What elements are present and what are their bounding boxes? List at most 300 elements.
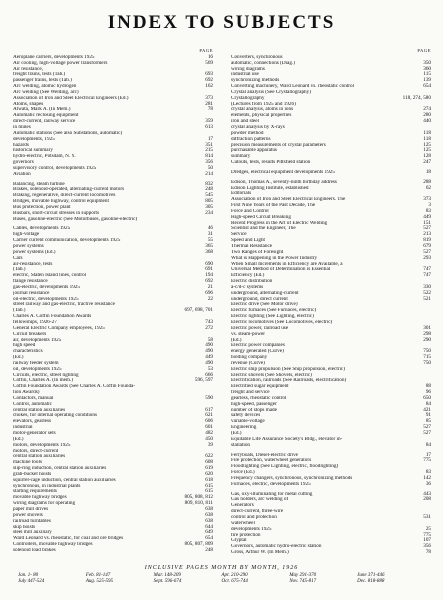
entry-subject: (Ed.) (13, 355, 24, 361)
entry-page: 359 (205, 118, 213, 125)
index-entry (231, 443, 431, 449)
entry-subject: Arc welding, atomic hydrogen (13, 84, 77, 90)
entry-page: 83 (425, 469, 431, 476)
entry-subject: solenoid load brakes (13, 547, 56, 553)
entry-subject: Electric lighting (See Lighting, electric) (231, 314, 314, 320)
entry-subject: (Tab.) (13, 308, 26, 314)
entry-page: 91 (425, 412, 431, 419)
entry-page: 85 (425, 418, 431, 425)
entry-page: 83 (425, 207, 431, 214)
entry-page: 125 (423, 141, 431, 148)
entry-page: 25 (425, 525, 431, 532)
entry-subject: characteristics (13, 349, 43, 355)
entry-subject: Electrification, railroads (See Railroads, electrification) (231, 378, 347, 384)
entry-subject: passenger trains, tests (Tab.) (13, 78, 72, 84)
entry-subject: squirrel-cage induction, central station auxiliaries (13, 477, 116, 483)
entry-subject: synchronous, in industrial plants (13, 483, 81, 489)
entry-subject: power shovels (13, 512, 43, 518)
entry-subject: motor-generator sets (13, 431, 56, 436)
column-page-label: PAGE (199, 48, 213, 53)
entry-page: 118 (423, 135, 431, 142)
month-range (289, 573, 357, 578)
entry-page: 118 (423, 129, 431, 136)
entry-subject: wiring diagrams for operating (13, 501, 76, 507)
month-pages: 818-888 (367, 579, 385, 584)
entry-page: 162 (205, 83, 213, 90)
entry-page: 450 (205, 435, 213, 442)
entry-subject: chokes, for internal operating conditions (13, 413, 97, 419)
entry-subject: Equitable Life Assurance Society's Bldg., elevator in- (231, 436, 343, 442)
entry-subject: Two Ranges of Foresight (231, 249, 284, 255)
entry-subject: Gas, oxy-illuminating for metal cutting (231, 491, 313, 497)
entry-subject: Arc welding (See Welding, arc) (13, 89, 79, 95)
entry-subject: Furnaces, electric, developments 1925 (231, 481, 311, 487)
entry-subject: direct-current, three-wire (231, 509, 284, 515)
entry-subject: Electric shovels (See Shovels, electric) (231, 372, 312, 378)
entry-subject: Association of Iron and Steel Electrical Engineers (Ed.) (13, 95, 129, 101)
entry-subject: a-c/d-c systems (231, 284, 264, 290)
entry-page: 213 (423, 231, 431, 238)
entry-subject: automatic, connections (Diag.) (231, 60, 295, 66)
entry-page: 490 (205, 348, 213, 355)
entry-page: 440 (423, 118, 431, 125)
entry-subject: historical summary (13, 148, 53, 154)
month-range (86, 573, 154, 578)
entry-subject: Service (231, 232, 247, 238)
entry-page: 280 (423, 112, 431, 119)
month-range (86, 579, 154, 584)
entry-subject: Ferryboats, Diesel-electric drive (231, 452, 298, 458)
entry-subject: railroad turntables (13, 518, 51, 524)
entry-subject: Atwata, Mark A. (In Mem.) (13, 107, 71, 113)
entry-subject: Generators (231, 503, 254, 509)
index-entry (231, 170, 431, 176)
entry-subject: steel mill auxiliary (13, 530, 52, 536)
entry-subject: Scientist and the Engineer, The (231, 226, 296, 232)
month-pages: 1- 80 (27, 573, 39, 578)
entry-page: 832 (205, 180, 213, 187)
entry-page: 248 (205, 546, 213, 553)
entry-page: 84 (425, 400, 431, 407)
entry-page: 590 (205, 394, 213, 401)
entry-page: 46 (207, 225, 213, 232)
entry-page: 50 (207, 164, 213, 171)
entry-page: 373 (423, 196, 431, 203)
entry-page: 819 (423, 237, 431, 244)
entry-subject: oil, developments 1925 (13, 366, 62, 372)
entry-page: 305 (205, 203, 213, 210)
entry-subject: When Small Increments in Efficiency are Available, a (231, 261, 343, 267)
entry-subject: Governors, automatic hydro-electric station (231, 544, 322, 550)
entry-page: 53 (207, 365, 213, 372)
entry-page: 750 (423, 348, 431, 355)
entry-page: 234 (205, 209, 213, 216)
month-range (18, 573, 86, 578)
entry-subject: electric, Staten Island lines, control (13, 273, 87, 279)
entry-subject: energy generated (Curve) (231, 349, 284, 355)
entry-subject: Electric locomotives (See Locomotives, electric) (231, 319, 333, 325)
entry-page: 490 (205, 342, 213, 349)
entry-subject: Force (Ed.) (231, 470, 255, 476)
entry-page: 449 (205, 354, 213, 361)
entry-page: 301 (423, 324, 431, 331)
entry-subject: in mines (13, 124, 31, 130)
entry-subject: Control, automatic (13, 401, 52, 407)
entry-page: 142 (423, 474, 431, 481)
entry-page: 638 (205, 505, 213, 512)
entry-page: 750 (423, 359, 431, 366)
entry-subject: revenue (Curve) (231, 360, 265, 366)
entry-page: 298 (423, 330, 431, 337)
entry-subject: Charles A. Coffin Foundation Awards (13, 314, 92, 320)
entry-page: 805, 808, 812 (184, 494, 213, 501)
month-range (357, 573, 425, 578)
entry-subject: Ward Leonard vs. rheostatic, for coal and ore bridges (13, 536, 124, 542)
entry-page: 690 (205, 260, 213, 267)
entry-subject: number of stops made (231, 407, 277, 413)
entry-subject: hydro-electric, Potsdam, N. Y. (13, 154, 76, 160)
entry-page: 601 (205, 424, 213, 431)
entry-page: 18 (425, 168, 431, 175)
entry-page: 55 (207, 237, 213, 244)
entry-subject: direct-current, railway service (13, 119, 76, 125)
entry-subject: Force and Control (231, 208, 269, 214)
entry-page: 62 (425, 184, 431, 191)
entry-page: 208 (423, 496, 431, 503)
entry-page: 622 (205, 453, 213, 460)
entry-subject: machine tools (13, 460, 42, 466)
entry-subject: control and protection (231, 514, 277, 520)
entry-subject: Brakes, solenoid-operated, alternating-current motors (13, 187, 125, 193)
month-range (18, 579, 86, 584)
entry-page: 368 (205, 248, 213, 255)
entry-page: 128 (423, 153, 431, 160)
entry-subject: high-voltage (13, 232, 40, 238)
entry-subject: oil-electric, developments 1925 (13, 296, 79, 302)
entry-subject: grab-bucket hoists (13, 471, 52, 477)
entry-subject: street railway and gas-electric, tractive resistance (13, 302, 115, 308)
entry-page: 330 (423, 283, 431, 290)
entry-page: 194 (205, 272, 213, 279)
entry-subject: Circuit breakers (13, 331, 47, 337)
entry-subject: Cables, developments 1925 (13, 226, 71, 232)
footer-heading: INCLUSIVE PAGES MONTH BY MONTH, 1926 (144, 565, 299, 571)
entry-page: 118, 274, 580 (402, 94, 431, 101)
entry-subject: Frequency changers, synchronous, synchronizing methods (231, 475, 353, 481)
entry-subject: Association of Iron and Steel Electrical Engineers. The (231, 197, 346, 203)
entry-page: 443 (423, 490, 431, 497)
entry-subject: High-speed Circuit Breaking (231, 214, 291, 220)
month-pages: 596-674 (164, 579, 182, 584)
index-entry (13, 217, 213, 223)
entry-page: 281 (205, 100, 213, 107)
entry-subject: air-resistance, tests (13, 261, 53, 267)
entry-page: 608 (205, 459, 213, 466)
entry-subject: wiring diagrams (231, 66, 265, 72)
entry-subject: Electric furnaces (See Furnaces, electric) (231, 308, 317, 314)
month-range (222, 573, 290, 578)
entry-page: 775 (423, 531, 431, 538)
entry-subject: Edison Lighting Institute, established (231, 185, 309, 191)
entry-page: 274 (423, 106, 431, 113)
entry-subject: Edison, Thomas A., seventy-ninth birthday address (231, 179, 337, 185)
entry-subject: Gas holders, arc welding of (231, 497, 289, 503)
entry-subject: crystal analysis by X-rays (231, 124, 285, 130)
entry-page: 31 (207, 231, 213, 238)
entry-subject: Recent Progress in the Art of Electric Welding (231, 220, 328, 226)
entry-page: 613 (205, 123, 213, 130)
entry-page: 151 (423, 219, 431, 226)
month-name: June (357, 573, 367, 578)
entry-subject: Engineering (231, 425, 257, 431)
entry-page: 747 (423, 272, 431, 279)
entry-subject: power systems (13, 244, 44, 249)
entry-subject: air, developments 1925 (13, 337, 62, 343)
month-name: May (289, 573, 299, 578)
entry-page: 247 (423, 159, 431, 166)
month-range (289, 579, 357, 584)
entry-page: 293 (423, 254, 431, 261)
entry-page: 692 (205, 278, 213, 285)
month-range (357, 579, 425, 584)
entry-page: 527 (423, 225, 431, 232)
entry-page: 22 (207, 295, 213, 302)
entry-page: 654 (205, 535, 213, 542)
entry-page: 350 (423, 59, 431, 66)
entry-subject: Circuits, electric, street lighting (13, 372, 79, 378)
entry-page: 809, 810, 811 (184, 500, 213, 507)
entry-subject: Bridges, movable highway, control equipment (13, 199, 109, 205)
entry-subject: flange resistance (13, 279, 48, 285)
entry-subject: (Ed.) (231, 337, 242, 343)
entry-subject: Aeroplane carriers, developments 1925 (13, 54, 95, 60)
entry-subject: What is Happening in the Power Industry (231, 255, 318, 261)
entry-page: 805, 807, 809 (184, 541, 213, 548)
entry-page: 58 (207, 336, 213, 343)
entry-subject: Cars (13, 255, 23, 261)
month-pages: 148-209 (164, 573, 181, 578)
index-entry (13, 172, 213, 178)
entry-subject: Contactors, manual (13, 395, 54, 401)
entry-page: 36 (425, 480, 431, 487)
entry-subject: precision measurements of crystal parameters (231, 142, 326, 148)
entry-subject: power systems (Ed.) (13, 249, 56, 255)
entry-subject: waterwheel (231, 520, 255, 526)
entry-subject: Electric distribution (231, 279, 273, 285)
entry-subject: Editorials (231, 191, 252, 197)
entry-subject: Electric drive (See Motor drive) (231, 302, 298, 308)
page-title: INDEX TO SUBJECTS (107, 12, 336, 33)
entry-subject: Automatic stations (See also Substations, automatic) (13, 130, 123, 136)
entry-subject: variable-voltage (231, 419, 265, 425)
entry-subject: gearless, rheostatic control (231, 395, 287, 401)
entry-subject: Bus protection, power plant (13, 204, 71, 210)
entry-page: 421 (423, 406, 431, 413)
entry-page: 620 (205, 470, 213, 477)
entry-subject: Air cooling, high-voltage power transformers (13, 60, 108, 66)
entry-subject: holding company (231, 355, 268, 361)
entry-subject: industrial (13, 425, 33, 431)
month-range (154, 573, 222, 578)
month-pages: 745-817 (299, 579, 317, 584)
entry-page: 621 (205, 412, 213, 419)
month-pages: 525-595 (96, 579, 114, 584)
entry-page: 527 (423, 424, 431, 431)
entry-subject: General Electric Company employees, 1925 (13, 325, 105, 331)
entry-subject: Speed and Light (231, 238, 265, 244)
entry-page: 521 (423, 295, 431, 302)
entry-subject: gas-electric, developments 1925 (13, 284, 80, 290)
entry-page: 248 (205, 186, 213, 193)
entry-subject: summary (231, 154, 251, 160)
entry-subject: Coffin, Charles A. (In mem.) (13, 378, 73, 384)
index-entry (231, 160, 431, 166)
entry-subject: Carrier current communication, developments 1925 (13, 238, 121, 244)
monthly-page-ranges (0, 565, 443, 584)
index-column-left (13, 48, 213, 554)
entry-subject: Converters, synchronous (231, 54, 283, 60)
entry-subject: Electric power, railroad use (231, 325, 289, 331)
entry-subject: skip hoists (13, 524, 36, 530)
entry-page: 449 (423, 213, 431, 220)
entry-subject: fire protection (231, 532, 261, 538)
month-name: Sept. (153, 579, 164, 584)
entry-page: 17 (425, 451, 431, 458)
entry-page: 697, 698, 701 (184, 307, 213, 314)
month-name: Mar. (153, 573, 163, 578)
entry-page: 365 (205, 243, 213, 249)
entry-subject: central station auxiliaries (13, 454, 66, 460)
entry-page: 805 (205, 198, 213, 205)
entry-page: 679 (423, 243, 431, 249)
entry-page: 17 (207, 135, 213, 142)
entry-subject: iron and steel (231, 119, 259, 125)
entry-page: 88 (425, 383, 431, 390)
entry-page: 522 (423, 289, 431, 296)
entry-subject: motors, developments 1925 (13, 442, 71, 448)
index-entry (231, 550, 431, 556)
month-pages: 675-744 (231, 579, 248, 584)
entry-subject: high speed (13, 343, 36, 349)
entry-subject: crystal analysis, atoms in ions (231, 107, 294, 113)
entry-subject: developments 1925 (231, 526, 272, 532)
entry-page: 290 (423, 336, 431, 343)
entry-subject: Glyptal (231, 538, 247, 544)
entry-page: 747 (423, 266, 431, 273)
entry-subject: hazards (13, 142, 29, 148)
entry-subject: paper mill drives (13, 506, 49, 512)
entry-subject: fellowships, 1926-27 (13, 319, 57, 325)
entry-subject: Atoms, shapes (13, 101, 44, 107)
entry-page: 125 (423, 147, 431, 154)
month-name: July (18, 579, 27, 584)
entry-subject: Buses, gasoline-electric (See Motorbuses, gasoline-electric) (13, 216, 138, 222)
entry-subject: motors, direct-current (13, 448, 59, 454)
entry-subject: Efficiency (Ed.) (231, 273, 265, 279)
entry-subject: (Tab.) (13, 267, 26, 273)
entry-page: 84 (425, 441, 431, 448)
entry-subject: safety devices (231, 413, 261, 419)
entry-subject: Thermal Resistance (231, 244, 273, 249)
entry-page: 527 (423, 430, 431, 436)
entry-page: 696 (205, 289, 213, 296)
entry-page: 649 (205, 529, 213, 536)
month-name: Nov. (289, 579, 299, 584)
entry-page: 78 (207, 106, 213, 113)
entry-subject: slip-ring induction, central station auxiliaries (13, 466, 107, 472)
entry-page: 215 (205, 147, 213, 154)
entry-subject: Aviation (13, 171, 31, 177)
entry-subject: (Lectures from 1925 and 1926) (231, 101, 296, 107)
month-name: Feb. (85, 573, 95, 578)
entry-page: 545 (205, 192, 213, 199)
entry-subject: starting requirements (13, 489, 57, 495)
entry-subject: freight and service (231, 390, 270, 396)
month-name: Oct. (221, 579, 230, 584)
entry-subject: tion Awards) (13, 390, 40, 396)
month-pages: 447-524 (27, 579, 45, 584)
entry-subject: central station auxiliaries (13, 407, 66, 413)
column-page-label: PAGE (417, 48, 431, 53)
entry-subject: Electric power companies (231, 343, 285, 349)
entry-subject: powder method (231, 130, 264, 136)
entry-page: 3 (428, 202, 431, 209)
entry-subject: Dredges, electrical equipment developments 1925 (231, 169, 335, 175)
entry-subject: movable highway bridges (13, 495, 67, 501)
entry-subject: Crystallography (231, 95, 265, 101)
month-range (222, 579, 290, 584)
entry-page: 351 (205, 141, 213, 148)
entry-subject: Universal Method of Determination is Essential (231, 267, 331, 273)
entry-subject: underground, alternating-current (231, 290, 299, 296)
entry-page: 288 (423, 178, 431, 185)
entry-subject: journal resistance (13, 290, 50, 296)
month-name: Apr. (221, 573, 230, 578)
entry-page: 373 (205, 94, 213, 101)
entry-subject: Busbars, short-circuit stresses in supports (13, 210, 100, 216)
month-range (154, 579, 222, 584)
entry-subject: Electrified sugar equipment (231, 384, 289, 390)
entry-subject: Automatic reclosing equipment (13, 113, 79, 119)
entry-subject: elevators, gearless (13, 419, 52, 425)
entry-subject: Coffin Foundation Awards (See Charles A. Coffin Founda- (13, 384, 136, 390)
entry-page: 214 (205, 170, 213, 177)
entry-subject: (Ed.) (231, 431, 242, 436)
entry-subject: purchasable apparatus (231, 148, 277, 154)
entry-page: 693 (205, 71, 213, 78)
entry-subject: freight trains, tests (Tab.) (13, 72, 66, 78)
entry-subject: diffraction patterns (231, 136, 271, 142)
entry-subject: Air resistance, (13, 66, 43, 72)
entry-page: 356 (205, 159, 213, 166)
entry-subject: Fire protection, waterwheel generators (231, 458, 312, 464)
month-name: Jan. (18, 573, 27, 578)
entry-page: 21 (207, 283, 213, 290)
entry-subject: Balancing, steam turbine (13, 181, 65, 187)
entry-subject: Floodlighting (See Lighting, electric, floodlighting) (231, 464, 339, 470)
entry-page: 615 (205, 482, 213, 489)
entry-page: 96 (425, 389, 431, 396)
entry-page: 356 (423, 543, 431, 550)
entry-subject: stallation (231, 442, 251, 448)
entry-page: 715 (423, 354, 431, 361)
entry-page: 531 (423, 513, 431, 520)
entry-subject: high-speed, passenger (231, 401, 277, 407)
entry-subject: Crystal analysis (See Crystallography) (231, 89, 311, 95)
month-name: Dec. (357, 579, 367, 584)
entry-page: 115 (423, 71, 431, 78)
entry-subject: Gross, Arthur W. (In Mem.) (231, 550, 289, 556)
